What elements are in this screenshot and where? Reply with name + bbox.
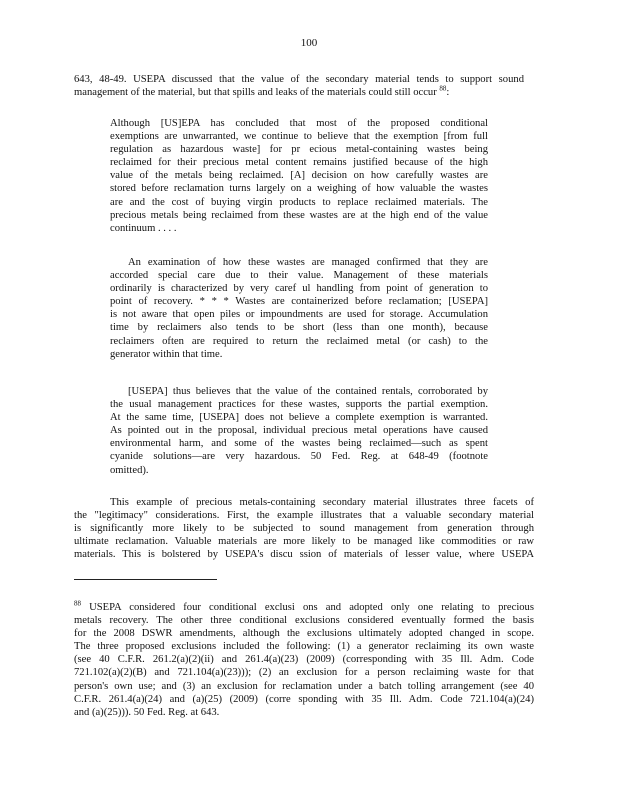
footnote-line: C.F.R. 261.4(a)(24) and (a)(25) (2009) (corre sponding with 35 Ill. Adm. Code 721.104(a)(24)	[74, 693, 534, 705]
quote-line: stored before reclamation turns largely on a weighing of how valuable the wastes	[110, 183, 488, 195]
quote-line: the usual management practices for these wastes, supports the partial exemption.	[110, 399, 488, 411]
quote-line: reclaimers often are required to return the reclaimed metal (or cash) to the	[110, 335, 488, 347]
quote-line: ordinarily is characterized by very caref ul handling from point of generation to	[110, 283, 488, 295]
footnote-line: and (a)(25))). 50 Fed. Reg. at 643.	[74, 706, 220, 718]
page-number: 100	[300, 37, 318, 49]
body-line: the "legitimacy" considerations. First, the example illustrates that a valuable secondary material	[74, 510, 534, 522]
footnote-line-text: USEPA considered four conditional exclusi ons and adopted only one relating to precious	[89, 602, 534, 613]
block-quote-3	[110, 385, 488, 477]
quote-line: accorded special care due to their value. Management of these materials	[110, 270, 488, 282]
quote-line: time by reclaimers also tends to be short (less than one month), because	[110, 322, 488, 334]
quote-line: is not aware that open piles or impoundments are used for storage. Accumulation	[110, 309, 488, 321]
footnote-line: for the 2008 DSWR amendments, although the exclusions ultimately adopted changed in scope.	[74, 628, 534, 640]
block-quote-1	[110, 117, 488, 235]
footnote-line: (see 40 C.F.R. 261.2(a)(2)(ii) and 261.4(a)(23) (2009) (corresponding with 35 Ill. Adm. Code	[74, 654, 534, 666]
quote-line: point of recovery. * * * Wastes are containerized before reclamation; [USEPA]	[110, 296, 488, 308]
quote-line: generator within that time.	[110, 348, 223, 360]
quote-line: cyanide solutions—are very hazardous. 50 Fed. Reg. at 648-49 (footnote	[110, 451, 488, 463]
quote-line: Although [US]EPA has concluded that most of the proposed conditional	[110, 118, 488, 129]
body-line: ultimate reclamation. Valuable materials are more likely to be managed like commodities or raw	[74, 536, 534, 548]
footnote-line: metals recovery. The other three conditional exclusions considered eventually formed the basis	[74, 615, 534, 627]
intro-paragraph	[74, 73, 524, 99]
quote-line: continuum . . . .	[110, 222, 177, 234]
quote-line: At the same time, [USEPA] does not believe a complete exemption is warranted.	[110, 412, 488, 424]
footnote-line: 721.102(a)(2)(B) and 721.104(a)(23))); (2) an exclusion for a person reclaiming waste for that	[74, 667, 534, 679]
body-paragraph	[74, 496, 534, 561]
footnote-marker: 88	[74, 599, 81, 608]
quote-line: are and the cost of buying virgin products to replace reclaimed materials. The	[110, 196, 488, 208]
quote-line: omitted).	[110, 464, 149, 476]
footnote-line: person's own use; and (3) an exclusion for reclamation under a batch tolling arrangement (see 40	[74, 680, 534, 692]
intro-line-text: management of the material, but that spills and leaks of the materials could still occur	[74, 87, 437, 99]
quote-line: An examination of how these wastes are managed confirmed that they are	[128, 257, 488, 268]
intro-line-last: management of the material, but that spills and leaks of the materials could still occur $^{88}$:	[74, 84, 450, 99]
quote-line: reclaimed for their precious metal content remains justified because of the high	[110, 157, 488, 169]
quote-line: precious metals being reclaimed from these wastes are at the high end of the value	[110, 209, 488, 221]
body-line: is significantly more likely to be subjected to sound management from generation through	[74, 523, 534, 535]
block-quote-2	[110, 256, 488, 361]
footnote-reference: 88	[439, 84, 447, 93]
quote-line: environmental harm, and some of the wastes being reclaimed—such as spent	[110, 438, 488, 450]
quote-line: value of the metals being reclaimed. [A] decision on how carefully wastes are	[110, 170, 488, 182]
footnote-line: The three proposed exclusions included the following: (1) a generator reclaiming its own waste	[74, 641, 534, 653]
quote-line: As pointed out in the proposal, individual precious metal operations have caused	[110, 425, 488, 437]
footnote-separator	[74, 579, 217, 580]
footnote	[74, 601, 534, 719]
quote-line: exemptions are unwarranted, we continue to believe that the exemption [from full	[110, 131, 488, 143]
quote-line: regulation as hazardous waste] for pr ecious metal-containing wastes being	[110, 144, 488, 156]
body-line: This example of precious metals-containing secondary material illustrates three facets of	[110, 497, 534, 508]
intro-line: 643, 48-49. USEPA discussed that the value of the secondary material tends to support sound	[74, 74, 524, 85]
quote-line: [USEPA] thus believes that the value of the contained rentals, corroborated by	[128, 386, 488, 397]
body-line: materials. This is bolstered by USEPA's discu ssion of materials of lesser value, where USEPA	[74, 549, 534, 561]
footnote-line-first	[74, 601, 534, 614]
